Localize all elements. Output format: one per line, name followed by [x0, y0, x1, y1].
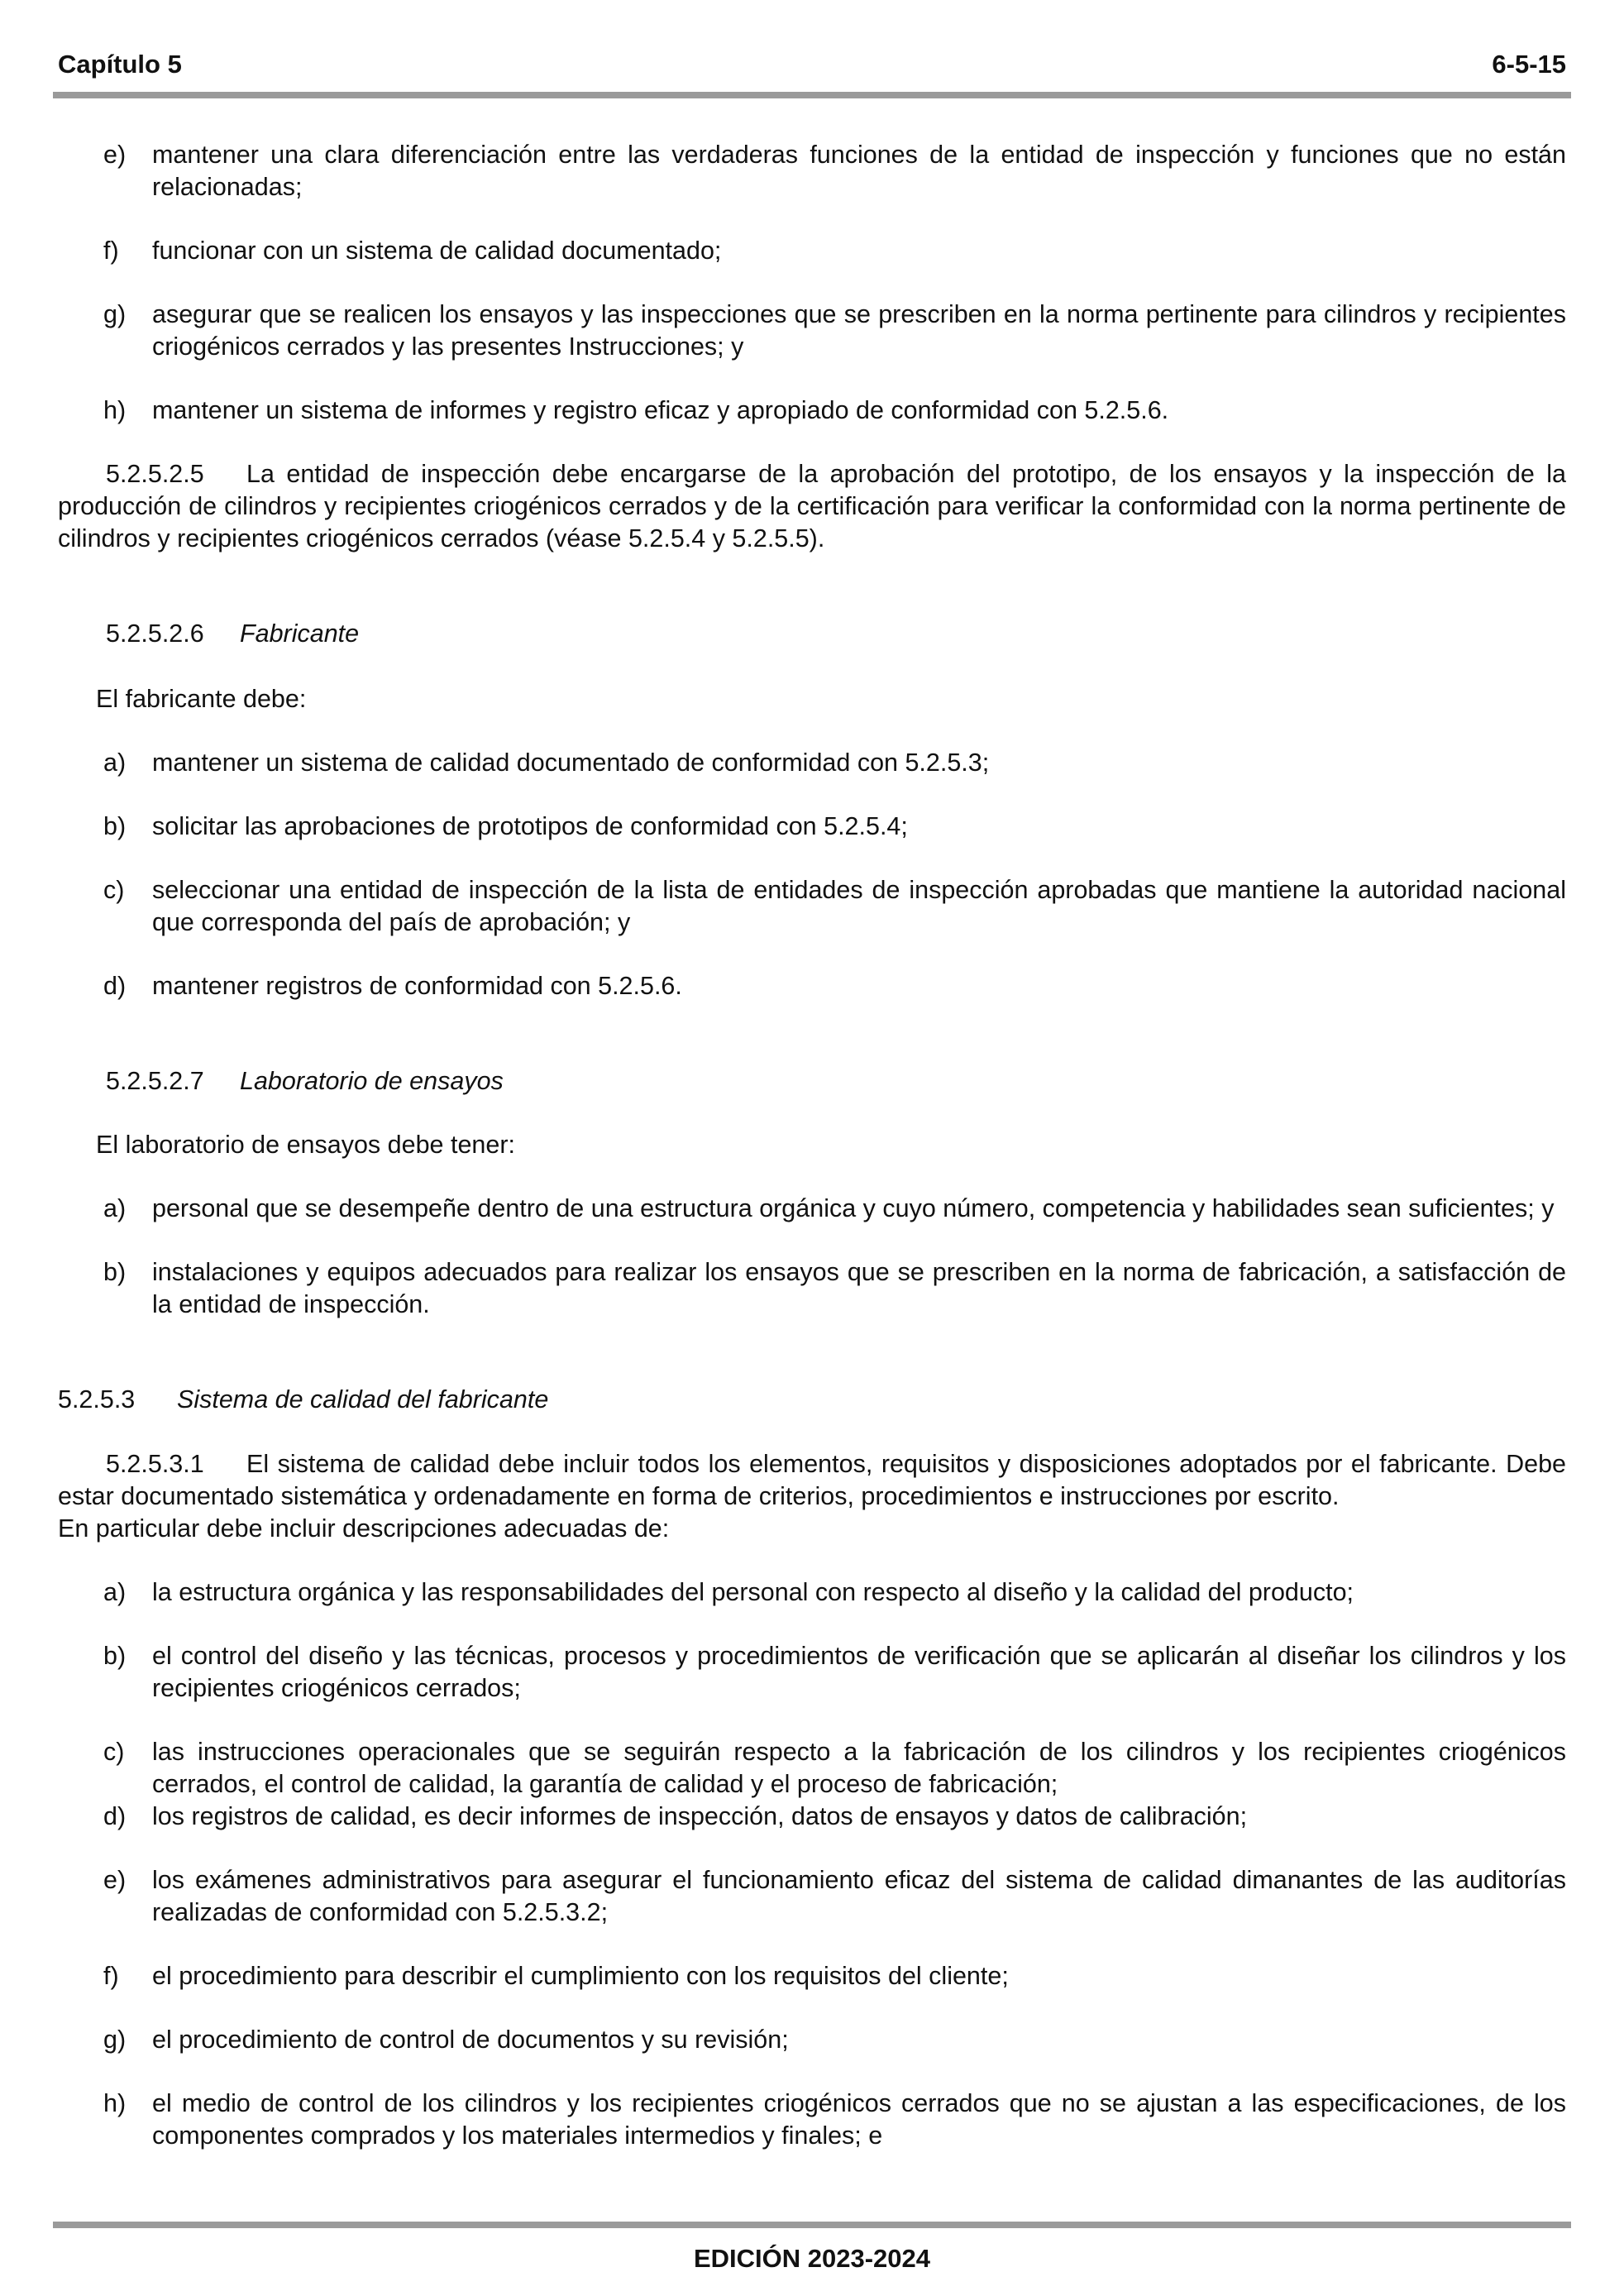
- section-title: Sistema de calidad del fabricante: [177, 1385, 549, 1413]
- list-item: [58, 1640, 1566, 1705]
- list-item: [58, 747, 1566, 779]
- list-item: [58, 2024, 1566, 2056]
- paragraph-number: 5.2.5.2.5: [106, 460, 204, 488]
- section-intro: El fabricante debe:: [96, 685, 307, 713]
- list-item-text: el procedimiento de control de documentos y su revisión;: [152, 2026, 789, 2054]
- list-item-label: g): [103, 2026, 127, 2054]
- list-item-text: el procedimiento para describir el cumplimiento con los requisitos del cliente;: [152, 1962, 1009, 1990]
- list-item-text: la estructura orgánica y las responsabilidades del personal con respecto al diseño y la calidad del producto;: [152, 1578, 1354, 1606]
- list-item-text: asegurar que se realicen los ensayos y las inspecciones que se prescriben en la norma pertinente para cilindros y recipientes criogénicos cerrados y las presentes Instrucciones; y: [152, 300, 1566, 361]
- list-item: [58, 1736, 1566, 1801]
- list-item-text: el medio de control de los cilindros y los recipientes criogénicos cerrados que no se ajustan a las especificaciones, de los componentes comprados y los materiales intermedios y finales; e: [152, 2089, 1566, 2150]
- list-item-text: los registros de calidad, es decir informes de inspección, datos de ensayos y datos de calibración;: [152, 1802, 1248, 1830]
- paragraph-text: El sistema de calidad debe incluir todos los elementos, requisitos y disposiciones adoptados por el fabricante. Debe estar documentado sistemática y ordenadamente en forma de criterios, procedimientos e instrucciones por escrito.: [58, 1450, 1566, 1510]
- list-item: [58, 1193, 1566, 1225]
- chapter-label: Capítulo 5: [58, 50, 182, 79]
- list-item-label: c): [103, 1738, 125, 1766]
- document-body: [58, 139, 1566, 2152]
- list-item-label: h): [103, 2089, 127, 2117]
- list-item-label: c): [103, 876, 125, 904]
- list-item-text: mantener un sistema de calidad documentado de conformidad con 5.2.5.3;: [152, 749, 990, 777]
- list-item-label: b): [103, 812, 127, 840]
- paragraph-5-2-5-2-5: [58, 458, 1566, 555]
- section-intro: El laboratorio de ensayos debe tener:: [96, 1131, 515, 1159]
- list-item: [58, 1960, 1566, 1992]
- list-item: [58, 139, 1566, 203]
- list-item: [58, 1256, 1566, 1321]
- list-item-text: instalaciones y equipos adecuados para realizar los ensayos que se prescriben en la norma de fabricación, a satisfacción de la entidad de inspección.: [152, 1258, 1566, 1318]
- list-item-label: a): [103, 749, 127, 777]
- list-item-text: funcionar con un sistema de calidad documentado;: [152, 237, 722, 265]
- list-item-label: a): [103, 1578, 127, 1606]
- section-number: 5.2.5.2.6: [106, 619, 204, 648]
- edition-footer: EDICIÓN 2023-2024: [693, 2244, 931, 2273]
- list-item: [58, 874, 1566, 939]
- list-item-label: a): [103, 1194, 127, 1222]
- section-number: 5.2.5.3: [58, 1385, 136, 1413]
- section-number: 5.2.5.2.7: [106, 1067, 204, 1095]
- list-item: [58, 1801, 1566, 1833]
- list-item-text: mantener un sistema de informes y registro eficaz y apropiado de conformidad con 5.2.5.6.: [152, 396, 1169, 424]
- list-item-text: el control del diseño y las técnicas, procesos y procedimientos de verificación que se aplicarán al diseñar los cilindros y los recipientes criogénicos cerrados;: [152, 1642, 1566, 1702]
- list-item-label: d): [103, 972, 127, 1000]
- list-item: [58, 1576, 1566, 1609]
- section-heading-5-2-5-2-6: [58, 618, 1566, 650]
- list-item-label: e): [103, 141, 127, 169]
- paragraph-continuation: En particular debe incluir descripciones adecuadas de:: [58, 1514, 670, 1543]
- section-title: Laboratorio de ensayos: [240, 1067, 504, 1095]
- list-item-text: solicitar las aprobaciones de prototipos de conformidad con 5.2.5.4;: [152, 812, 908, 840]
- list-item-label: e): [103, 1866, 127, 1894]
- section-title: Fabricante: [240, 619, 360, 648]
- list-item: [58, 299, 1566, 363]
- paragraph-5-2-5-3-1: [58, 1448, 1566, 1513]
- footer-divider: [53, 2222, 1571, 2228]
- list-item: [58, 2088, 1566, 2152]
- list-item-text: las instrucciones operacionales que se seguirán respecto a la fabricación de los cilindros y los recipientes criogénicos cerrados, el control de calidad, la garantía de calidad y el proceso de fabricación;: [152, 1738, 1566, 1798]
- list-item-label: f): [103, 237, 119, 265]
- header-divider: [53, 92, 1571, 98]
- paragraph-text: La entidad de inspección debe encargarse de la aprobación del prototipo, de los ensayos y la inspección de la producción de cilindros y recipientes criogénicos cerrados y de la certificación para verificar la conformidad con la norma pertinente de cilindros y recipientes criogénicos cerrados (véase 5.2.5.4 y 5.2.5.5).: [58, 460, 1566, 552]
- list-item: [58, 395, 1566, 427]
- list-item-text: los exámenes administrativos para asegurar el funcionamiento eficaz del sistema de calidad dimanantes de las auditorías realizadas de conformidad con 5.2.5.3.2;: [152, 1866, 1566, 1926]
- page-reference: 6-5-15: [1492, 50, 1566, 79]
- list-item: [58, 811, 1566, 843]
- page-header: [58, 50, 1566, 83]
- list-item-label: g): [103, 300, 127, 328]
- list-item-label: d): [103, 1802, 127, 1830]
- list-item: [58, 1864, 1566, 1929]
- list-item-text: mantener una clara diferenciación entre las verdaderas funciones de la entidad de inspección y funciones que no están relacionadas;: [152, 141, 1566, 201]
- list-item-label: b): [103, 1642, 127, 1670]
- list-item-text: personal que se desempeñe dentro de una estructura orgánica y cuyo número, competencia y habilidades sean suficientes; y: [152, 1194, 1555, 1222]
- list-item: [58, 970, 1566, 1002]
- section-heading-5-2-5-3: [58, 1384, 1566, 1416]
- list-item-label: f): [103, 1962, 119, 1990]
- list-item-label: b): [103, 1258, 127, 1286]
- list-item: [58, 235, 1566, 267]
- list-item-text: seleccionar una entidad de inspección de la lista de entidades de inspección aprobadas que mantiene la autoridad nacional que corresponda del país de aprobación; y: [152, 876, 1566, 936]
- paragraph-number: 5.2.5.3.1: [106, 1450, 204, 1478]
- section-heading-5-2-5-2-7: [58, 1065, 1566, 1098]
- list-item-label: h): [103, 396, 127, 424]
- list-item-text: mantener registros de conformidad con 5.2.5.6.: [152, 972, 682, 1000]
